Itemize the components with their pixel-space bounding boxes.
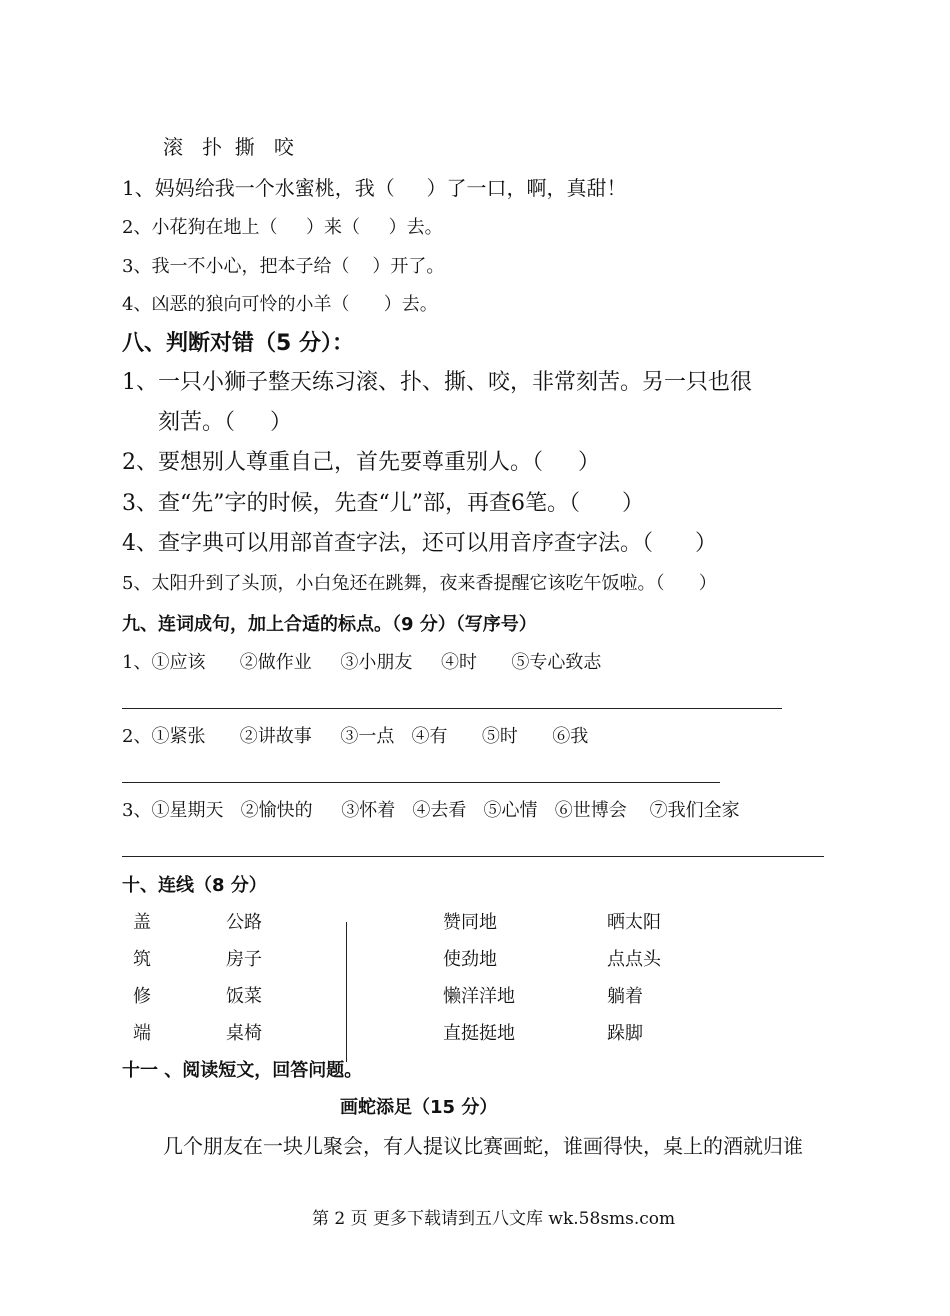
fill-item-3: 3、我一不小心，把本子给（ ）开了。: [122, 256, 445, 277]
judge-item-1-cont: 刻苦。（ ）: [158, 410, 292, 435]
judge-item-3: 3、查“先”字的时候，先查“儿”部，再查6笔。（ ）: [122, 491, 644, 516]
answer-line-3: [122, 856, 824, 857]
answer-line-1: [122, 708, 782, 709]
section10-heading: 十、连线（8 分）: [122, 875, 267, 896]
word-bank: 滚 扑 撕 咬: [163, 135, 294, 159]
judge-item-2: 2、要想别人尊重自己，首先要尊重别人。（ ）: [122, 450, 600, 475]
match-right-4-b: 跺脚: [607, 1023, 643, 1044]
judge-item-1: 1、一只小狮子整天练习滚、扑、撕、咬，非常刻苦。另一只也很: [122, 370, 752, 395]
match-left-1-b: 公路: [226, 912, 262, 933]
fill-item-4: 4、凶恶的狼向可怜的小羊（ ）去。: [122, 294, 438, 315]
story-paragraph: 几个朋友在一块儿聚会，有人提议比赛画蛇，谁画得快，桌上的酒就归谁: [163, 1134, 803, 1158]
sentence-item-3: 3、①星期天 ②愉快的 ③怀着 ④去看 ⑤心情 ⑥世博会 ⑦我们全家: [122, 800, 740, 821]
sentence-item-2: 2、①紧张 ②讲故事 ③一点 ④有 ⑤时 ⑥我: [122, 726, 589, 747]
page-footer: 第 2 页 更多下载请到五八文库 wk.58sms.com: [312, 1209, 676, 1229]
fill-item-2: 2、小花狗在地上（ ）来（ ）去。: [122, 217, 443, 238]
match-right-3-a: 懒洋洋地: [443, 986, 515, 1007]
match-left-2-a: 筑: [133, 949, 151, 970]
match-right-2-b: 点点头: [607, 949, 661, 970]
match-left-3-b: 饭菜: [226, 986, 262, 1007]
match-right-2-a: 使劲地: [443, 949, 497, 970]
match-left-3-a: 修: [133, 986, 151, 1007]
match-right-4-a: 直挺挺地: [443, 1023, 515, 1044]
section8-heading: 八、判断对错（5 分）：: [122, 331, 354, 356]
section9-heading: 九、连词成句，加上合适的标点。（9 分）（写序号）: [122, 614, 537, 635]
fill-item-1: 1、妈妈给我一个水蜜桃，我（ ）了一口，啊，真甜！: [122, 176, 627, 200]
judge-item-4: 4、查字典可以用部首查字法，还可以用音序查字法。（ ）: [122, 531, 717, 556]
match-divider: [346, 922, 347, 1062]
match-left-4-b: 桌椅: [226, 1023, 262, 1044]
answer-line-2: [122, 782, 720, 783]
match-right-1-b: 晒太阳: [607, 912, 661, 933]
match-left-2-b: 房子: [226, 949, 262, 970]
match-right-1-a: 赞同地: [443, 912, 497, 933]
match-right-3-b: 躺着: [607, 986, 643, 1007]
match-left-1-a: 盖: [133, 912, 151, 933]
match-left-4-a: 端: [133, 1023, 151, 1044]
judge-item-5: 5、太阳升到了头顶，小白兔还在跳舞，夜来香提醒它该吃午饭啦。（ ）: [122, 573, 717, 594]
sentence-item-1: 1、①应该 ②做作业 ③小朋友 ④时 ⑤专心致志: [122, 652, 602, 673]
section11-heading: 十一 、阅读短文，回答问题。: [122, 1060, 363, 1081]
story-title: 画蛇添足（15 分）: [340, 1097, 498, 1118]
